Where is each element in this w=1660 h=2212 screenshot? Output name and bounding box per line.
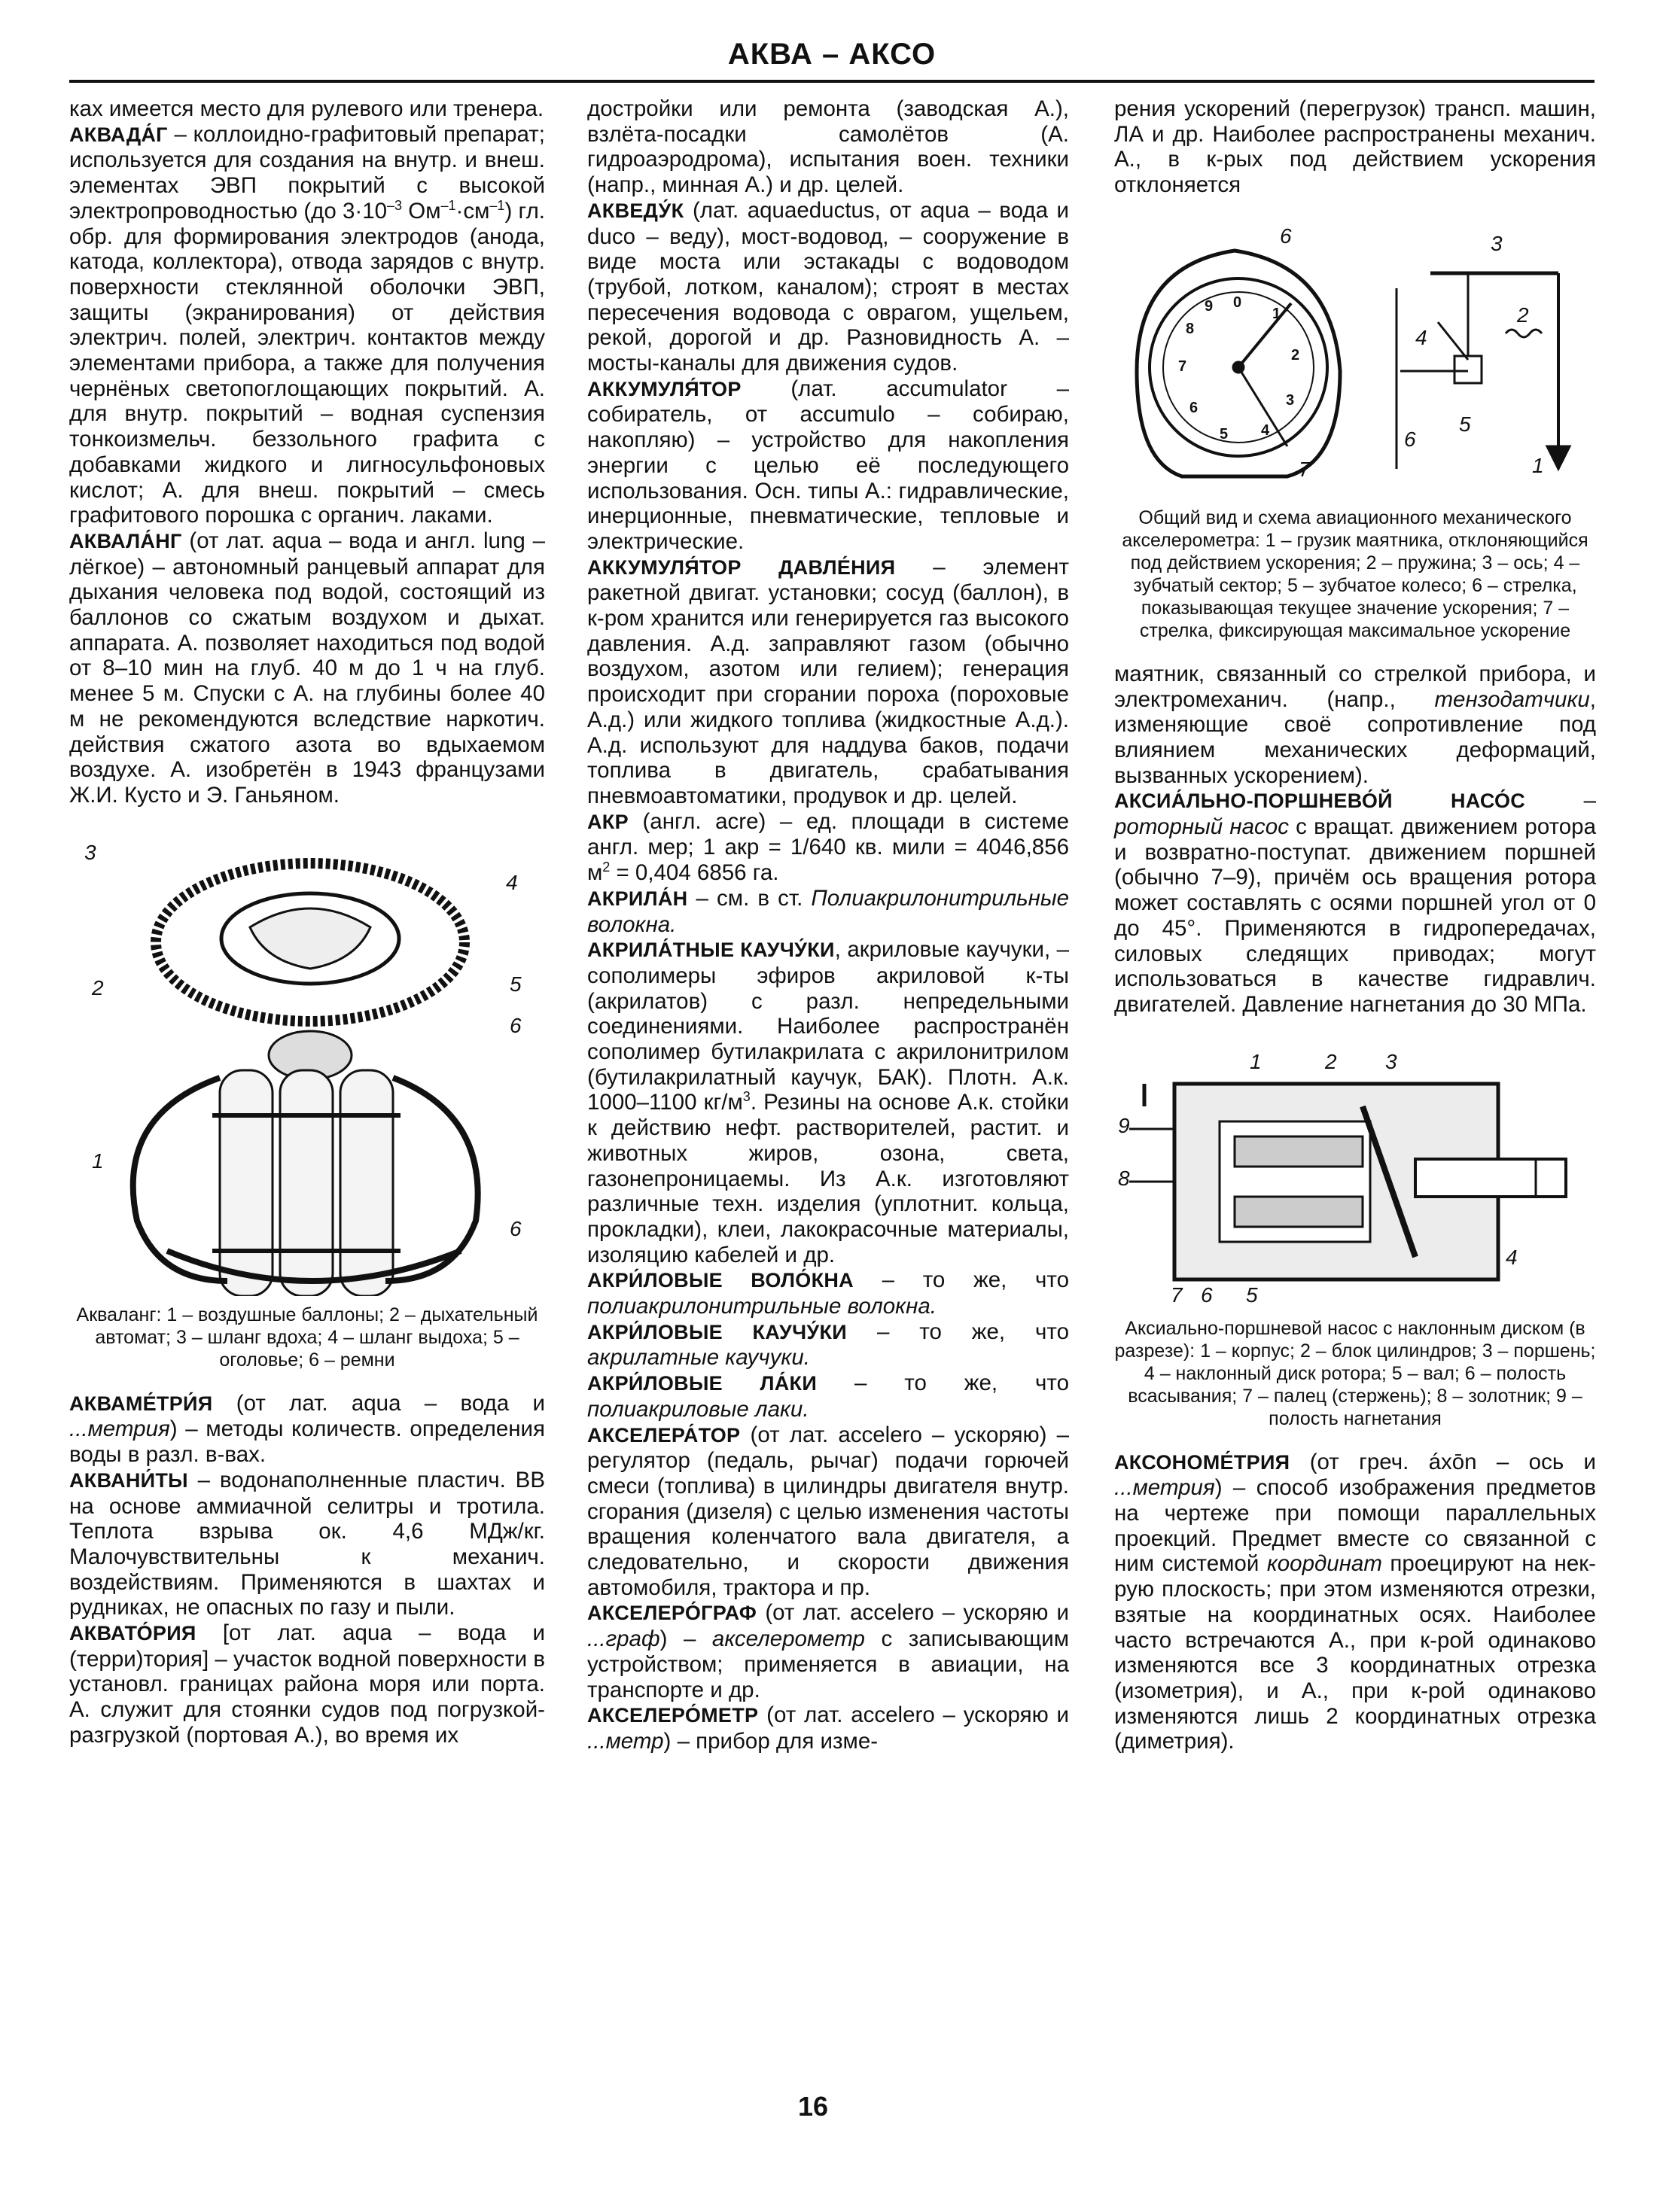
entry-akselerometr	[587, 1702, 1069, 1754]
dial-mark: 7	[1178, 358, 1187, 375]
dial-mark: 6	[1189, 399, 1199, 416]
entry-akrilan	[587, 886, 1069, 937]
headword: АККУМУЛЯ́ТОР ДАВЛЕ́НИЯ	[587, 555, 896, 579]
paragraph	[1114, 662, 1596, 789]
column-1	[69, 96, 545, 2128]
figure-label: 6	[510, 1216, 522, 1240]
entry-akveduk	[587, 198, 1069, 376]
headword: АКРИЛА́Н	[587, 887, 688, 910]
aqualung-illustration	[69, 829, 545, 1296]
entry-text-italic: ...метрия	[1114, 1475, 1215, 1501]
column-3	[1114, 96, 1596, 2128]
entry-text: – элемент ракетной двигат. установки; сосуд (баллон), в к-ром хранится или генерируется газ высокого давления. А.д. заправляют газом (обычно воздухом, азотом или гелием); генерация происходит при сгорании пороха (пороховые А.д.) или жидкого топлива (жидкостные А.д.). А.д. используют для наддува баков, подачи топлива в двигатель, срабатывания пневмоавтоматики, продувок и др. целей.	[587, 554, 1069, 808]
entry-text: (лат. aquaeductus, от aqua – вода и duco – веду), мост-водовод, – сооружение в виде моста или эстакады с водоводом (трубой, лотком, каналом); строят в местах пересечения водовода с оврагом, ущельем, рекой, дорогой и др. Разновидность А. – мосты-каналы для движения судов.	[587, 197, 1069, 376]
dial-mark: 3	[1286, 391, 1295, 409]
entry-text: (англ. acre) – ед. площади в системе англ. мер; 1 акр = 1/640 кв. мили = 4046,856 м	[587, 808, 1069, 886]
figure-label: 4	[1415, 325, 1427, 349]
superscript: –1	[440, 197, 456, 213]
entry-text: ) гл. обр. для формирования электродов (анода, катода, коллектора), отвода зарядов с внутр. поверхности стеклянной оболочки ЭВП, защиты (экранирования) от действия электрич. полей, электрич. контактов между элементами прибора, а также для получения чернёных светопоглощающих покрытий. А. для внутр. покрытий – водная суспензия тонкоизмельч. беззольного графита с добавками жидкого и лигносульфоновых кислот; А. для внеш. покрытий – смесь графитового порошка с органич. лаками.	[69, 198, 545, 528]
figure-label: 9	[1118, 1113, 1130, 1137]
entry-text-italic: координат	[1266, 1551, 1382, 1577]
figure-caption: Аксиально-поршневой насос с наклонным диском (в разрезе): 1 – корпус; 2 – блок цилиндров; 3 – поршень; 4 – наклонный диск ротора; 5 – вал; 6 – полость всасывания; 7 – палец (стержень); 8 – золотник; 9 – полость нагнетания	[1114, 1317, 1596, 1429]
headword: АКВЕДУ́К	[587, 199, 684, 222]
entry-text: – то же, что	[817, 1371, 1070, 1396]
dial-mark: 1	[1272, 305, 1281, 322]
headword: АКСЕЛЕРО́МЕТР	[587, 1704, 759, 1727]
figure-label: 6	[510, 1013, 522, 1037]
dial-mark: 0	[1233, 294, 1242, 311]
entry-akvadag	[69, 122, 545, 528]
paragraph: достройки или ремонта (заводская А.), взлёта-посадки самолётов (А. гидроаэродрома), испытания воен. техники (напр., минная А.) и др. целей.	[587, 96, 1069, 198]
entry-text-italic: акрилатные каучуки.	[587, 1345, 810, 1371]
figure-caption: Акваланг: 1 – воздушные баллоны; 2 – дыхательный автомат; 3 – шланг вдоха; 4 – шланг выдоха; 5 – оголовье; 6 – ремни	[76, 1304, 538, 1371]
figure-label: 7	[1171, 1282, 1183, 1307]
entry-text-italic: ...граф	[587, 1626, 660, 1652]
figure-label: 1	[1532, 453, 1544, 477]
dial-mark: 4	[1261, 421, 1270, 439]
entry-text: маятник, связанный со стрелкой прибора, и электромеханич. (напр.,	[1114, 661, 1596, 712]
entry-text: (от лат. aqua – вода и	[212, 1390, 545, 1416]
entry-akvalang	[69, 528, 545, 808]
headword: АКВАТО́РИЯ	[69, 1622, 196, 1645]
entry-text: – см. в ст.	[687, 885, 812, 911]
entry-akrilatnye-kauchuki	[587, 937, 1069, 1267]
entry-text: , акриловые каучуки, – сополимеры эфиров акриловой к-ты (акрилатов) с разл. непредельными соединениями. Наиболее распространён сополимер бутилакрилата с акрилонитрилом (бутилакрилатный каучук, БАК). Плотн. А.к. 1000–1100 кг/м	[587, 937, 1069, 1115]
headword: АКВАМЕ́ТРИ́Я	[69, 1392, 213, 1415]
headword: АКСИА́ЛЬНО-ПОРШНЕВО́Й НАСО́С	[1114, 790, 1526, 813]
figure-label: 2	[1325, 1049, 1337, 1073]
entry-text: с записывающим устройством; применяется в авиации, на транспорте и др.	[587, 1626, 1069, 1702]
headword: АКСОНОМЕ́ТРИЯ	[1114, 1450, 1290, 1474]
figure-label: 4	[506, 870, 518, 894]
entry-text: ) – прибор для изме-	[663, 1729, 879, 1754]
entry-text: – то же, что	[847, 1319, 1069, 1344]
entry-text: = 0,404 6856 га.	[610, 860, 779, 886]
entry-akvatoriya	[69, 1620, 545, 1748]
entry-text: (лат. accumulator – собиратель, от accumulo – собираю, накопляю) – устройство для накопления энергии с целью её последующего использования. Осн. типы А.: гидравлические, инерционные, пневматические, тепловые и электрические.	[587, 376, 1069, 554]
entry-text-italic: ...метр	[587, 1729, 664, 1754]
entry-text: Ом	[402, 198, 441, 224]
headword: АКВАЛА́НГ	[69, 529, 182, 552]
dial-mark: 8	[1186, 320, 1195, 337]
headword: АКРИЛА́ТНЫЕ КАУЧУ́КИ	[587, 939, 835, 962]
entry-text: (от греч. áxōn – ось и	[1290, 1449, 1596, 1474]
figure-label: 1	[1250, 1049, 1262, 1073]
figure-label: 3	[1491, 231, 1503, 255]
entry-text: с вращат. движением ротора и возвратно-поступат. движением поршней (обычно 7–9), причём ось вращения ротора может составлять с осями поршней угол от 0 до 45°. Применяются в гидропередачах, силовых следящих приводах; могут использоваться в качестве гидравлич. двигателей. Давление нагнетания до 30 МПа.	[1114, 814, 1596, 1017]
dial-mark: 5	[1220, 425, 1229, 443]
superscript: 2	[602, 860, 611, 875]
entry-text: (от лат. accelero – ускоряю и	[757, 1600, 1069, 1626]
paragraph: рения ускорений (перегрузок) трансп. машин, ЛА и др. Наиболее распространены механич. А., в к-рых под действием ускорения отклоняется	[1114, 96, 1596, 198]
entry-akrilovye-kauchuki	[587, 1319, 1069, 1371]
figure-label: 8	[1118, 1166, 1130, 1190]
headword: АКРИ́ЛОВЫЕ КАУЧУ́КИ	[587, 1320, 848, 1343]
figure-caption: Общий вид и схема авиационного механического акселерометра: 1 – грузик маятника, отклоняющийся под действием ускорения; 2 – пружина; 3 – ось; 4 – зубчатый сектор; 5 – зубчатое колесо; 6 – стрелка, показывающая текущее значение ускорения; 7 – стрелка, фиксирующая максимальное ускорение	[1122, 507, 1588, 641]
entry-text: – водонаполненные пластич. ВВ на основе аммиачной селитры и тротила. Теплота взрыва ок. 4,6 МДж/кг. Малочувствительны к механич. воздействиям. Применяются в шахтах и рудниках, не опасных по газу и пыли.	[69, 1467, 545, 1620]
headword: АКРИ́ЛОВЫЕ ВОЛО́КНА	[587, 1269, 854, 1292]
figure-label: 3	[1385, 1049, 1397, 1073]
entry-text: (от лат. aqua – вода и англ. lung – лёгкое) – автономный ранцевый аппарат для дыхания человека под водой, состоящий из баллонов со сжатым воздухом и дыхат. аппарата. А. позволяет находиться под водой от 8–10 мин на глуб. 40 м до 1 ч на глуб. менее 5 м. Спуски с А. на глубины более 40 м не рекомендуются вследствие наркотич. действия сжатого азота во вдыхаемом воздухе. А. изобретён в 1943 французами Ж.И. Кусто и Э. Ганьяном.	[69, 528, 545, 808]
entry-akselerator	[587, 1422, 1069, 1601]
headword: АККУМУЛЯ́ТОР	[587, 377, 742, 400]
entry-text: (от лат. accelero – ускоряю) – регулятор (педаль, рычаг) подачи горючей смеси (топлива) в цилиндры двигателя внутр. сгорания (дизеля) с целью изменения частоты вращения коленчатого вала двигателя, а следовательно, и скорости движения автомобиля, трактора и пр.	[587, 1422, 1069, 1600]
figure-label: 5	[1246, 1282, 1258, 1307]
entry-text: – коллоидно-графитовый препарат; используется для создания на внутр. и внеш. элементах ЭВП покрытий с высокой электропроводностью (до 3·10	[69, 121, 545, 224]
entry-text: ·см	[455, 198, 490, 224]
entry-text-italic: Полиакрилонитрильные волокна.	[587, 885, 1069, 937]
entry-akrilovye-volokna	[587, 1267, 1069, 1319]
column-2	[587, 96, 1069, 2128]
figure-label: 6	[1404, 427, 1416, 451]
entry-text: – то же, что	[853, 1267, 1069, 1293]
figure-label: 3	[84, 840, 96, 864]
figure-label: 1	[92, 1149, 104, 1173]
entry-akselerograf	[587, 1600, 1069, 1702]
headword: АКВАНИ́ТЫ	[69, 1468, 188, 1492]
headword: АКВАДА́Г	[69, 123, 168, 146]
figure-label: 6	[1280, 224, 1292, 248]
entry-text-italic: полиакриловые лаки.	[587, 1396, 809, 1422]
page-number: 16	[798, 2091, 829, 2122]
figure-label: 2	[92, 975, 104, 1000]
entry-text: ) –	[659, 1626, 712, 1652]
headword: АКРИ́ЛОВЫЕ ЛА́КИ	[587, 1372, 818, 1395]
entry-text-italic: тензодатчики	[1434, 686, 1590, 712]
figure-label: 2	[1517, 303, 1529, 327]
entry-akkumulyator	[587, 376, 1069, 555]
entry-akvanity	[69, 1468, 545, 1620]
entry-text: ) – методы количеств. определения воды в разл. в-вах.	[69, 1416, 545, 1468]
entry-aksonometriya	[1114, 1450, 1596, 1754]
entry-text: , изменяющие своё сопротивление под влиянием механических деформаций, вызванных ускорением).	[1114, 686, 1596, 788]
headword: АКСЕЛЕРА́ТОР	[587, 1423, 741, 1447]
entry-text: . Резины на основе А.к. стойки к действию нефт. растворителей, растит. и животных жиров, озона, света, газонепроницаемы. Из А.к. изготовляют различные техн. изделия (уплотнит. кольца, прокладки), клеи, лакокрасочные материалы, изоляцию кабелей и др.	[587, 1090, 1069, 1267]
entry-akvametriya	[69, 1391, 545, 1468]
entry-text: проецируют на нек-рую плоскость; при этом изменяются отрезки, взятые на координатных осях. Наиболее часто встречаются А., при к-рой одинаково изменяются все 3 координатных отрезка (изометрия), и А., при к-рой одинаково изменяются лишь 2 координатных отрезка (диметрия).	[1114, 1551, 1596, 1754]
entry-text-italic: акселерометр	[711, 1626, 865, 1652]
entry-text-italic: ...метрия	[69, 1416, 170, 1442]
superscript: –3	[387, 197, 403, 213]
paragraph: ках имеется место для рулевого или тренера.	[69, 96, 544, 121]
entry-text: (от лат. accelero – ускоряю и	[758, 1702, 1069, 1728]
axial-piston-pump-illustration	[1114, 1039, 1596, 1310]
dial-mark: 2	[1291, 346, 1300, 364]
entry-text-italic: полиакрилонитрильные волокна.	[587, 1294, 937, 1319]
headword: АКР	[587, 810, 629, 833]
figure-label: 4	[1506, 1245, 1518, 1269]
page-header	[69, 33, 1595, 83]
entry-text: ) – способ изображения предметов на чертеже при помощи параллельных проекций. Предмет вместе со связанной с ним системой	[1114, 1475, 1596, 1577]
entry-akr	[587, 809, 1069, 886]
superscript: –1	[489, 197, 505, 213]
figure-label: 5	[1459, 412, 1471, 436]
figure-label: 7	[1299, 457, 1311, 481]
accelerometer-illustration	[1114, 221, 1596, 499]
figure-label: 6	[1201, 1282, 1213, 1307]
figure-label: 5	[510, 972, 522, 996]
entry-akrilovye-laki	[587, 1371, 1069, 1422]
dial-mark: 9	[1205, 297, 1214, 315]
entry-text: –	[1525, 788, 1597, 814]
entry-text-italic: роторный насос	[1114, 814, 1289, 840]
superscript: 3	[742, 1089, 751, 1105]
headword: АКСЕЛЕРО́ГРАФ	[587, 1602, 757, 1625]
running-head: АКВА – АКСО	[727, 38, 937, 71]
entry-text: [от лат. aqua – вода и (терри)тория] – участок водной поверхности в установл. границах района моря или порта. А. служит для стоянки судов под погрузкой-разгрузкой (портовая А.), во время их	[69, 1620, 545, 1748]
entry-aksialno-porshnevoy-nasos	[1114, 788, 1596, 1017]
entry-akkumulyator-davleniya	[587, 555, 1069, 809]
